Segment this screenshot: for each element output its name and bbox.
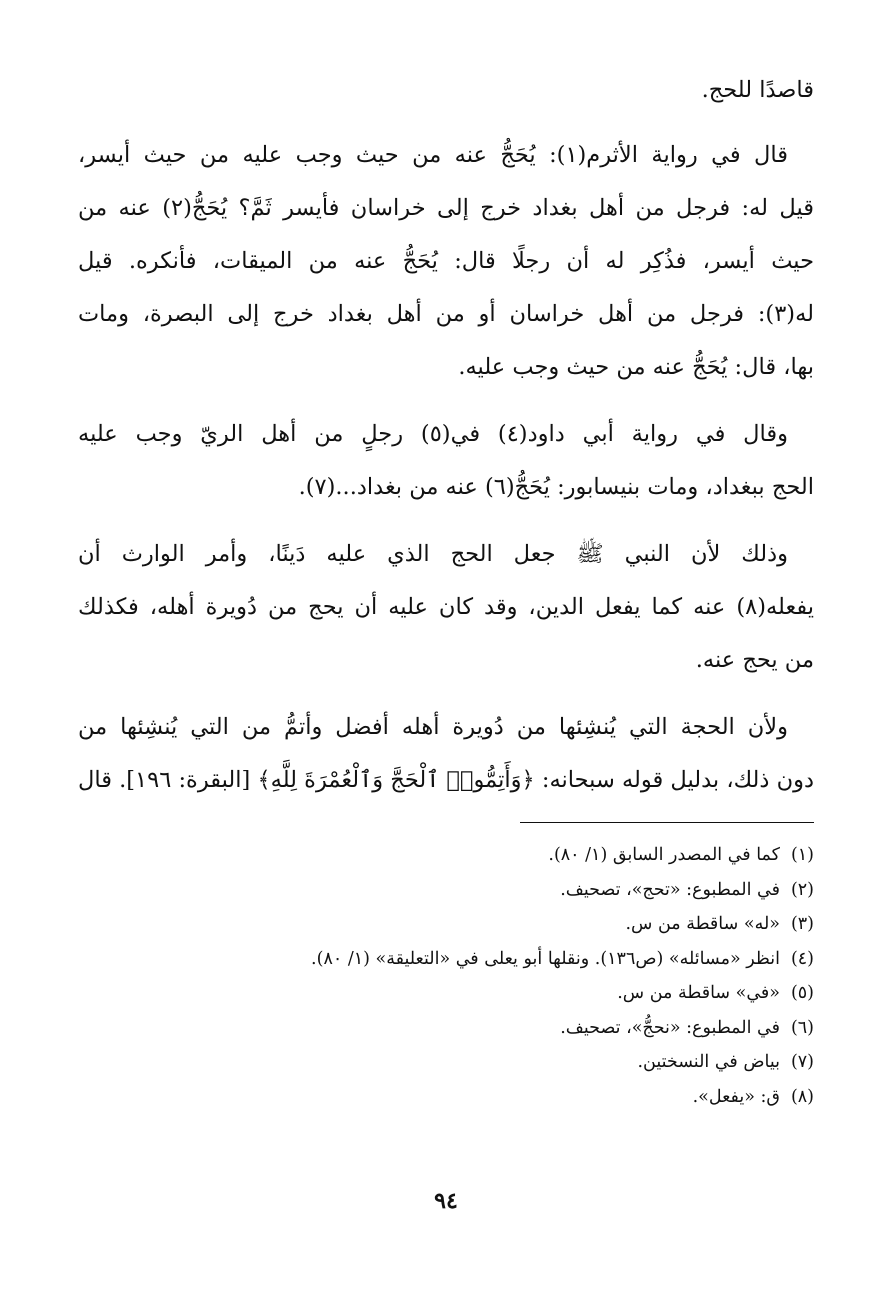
paragraph-3 — [78, 408, 814, 514]
text-line: قاصدًا للحج. — [701, 77, 814, 103]
text-line: ولأن الحجة التي يُنشِئها من دُويرة أهله أفضل وأتمُّ من التي يُنشِئها من — [78, 714, 788, 740]
text-line: قيل له: فرجل من أهل بغداد خرج إلى خراسان فأيسر ثَمَّ؟ يُحَجُّ(٢) عنه من — [78, 195, 814, 221]
footnote-item — [78, 907, 814, 942]
footnote-text: في المطبوع: «تحج»، تصحيف. — [560, 879, 780, 900]
footnote-text: بياض في النسختين. — [637, 1052, 780, 1072]
text-line: دون ذلك، بدليل قوله سبحانه: ﴿وَأَتِمُّوا۟ ٱلْحَجَّ وَٱلْعُمْرَةَ لِلَّهِ﴾ [البقرة: ١٩٦]. قال — [78, 767, 814, 793]
footnote-number: (٦) — [790, 1017, 814, 1038]
text-line: قال في رواية الأثرم(١): يُحَجُّ عنه من حيث وجب عليه من حيث أيسر، — [78, 142, 789, 168]
text-line: حيث أيسر، فذُكِر له أن رجلًا قال: يُحَجُّ عنه من الميقات، فأنكره. قيل — [78, 248, 814, 274]
footnote-item — [78, 1080, 814, 1115]
paragraph-2 — [78, 129, 814, 394]
page-body — [78, 64, 814, 821]
text-line: وذلك لأن النبي ﷺ جعل الحج الذي عليه دَينًا، وأمر الوارث أن — [78, 541, 788, 567]
text-line: وقال في رواية أبي داود(٤) في(٥) رجلٍ من أهل الريّ وجب عليه — [78, 421, 788, 447]
paragraph-1 — [78, 64, 814, 117]
footnote-text: انظر «مسائله» (ص١٣٦). ونقلها أبو يعلى في «التعليقة» (١/ ٨٠). — [311, 948, 780, 969]
footnote-number: (٥) — [790, 983, 814, 1003]
footnote-item — [78, 976, 814, 1011]
footnote-item — [78, 942, 814, 977]
text-line: من يحج عنه. — [695, 647, 814, 673]
footnote-divider — [520, 822, 814, 823]
paragraph-5 — [78, 701, 814, 807]
footnote-number: (٢) — [790, 879, 814, 900]
footnote-item — [78, 873, 814, 908]
page-number: ٩٤ — [434, 1188, 458, 1214]
footnote-item — [78, 1045, 814, 1080]
footnote-number: (٨) — [790, 1086, 814, 1107]
text-line: الحج ببغداد، ومات بنيسابور: يُحَجُّ(٦) عنه من بغداد...(٧). — [298, 474, 814, 500]
footnote-text: في المطبوع: «نحجُّ»، تصحيف. — [560, 1017, 780, 1038]
footnote-number: (٤) — [790, 948, 814, 969]
footnote-text: ق: «يفعل». — [692, 1086, 780, 1107]
footnote-text: «في» ساقطة من س. — [617, 983, 780, 1003]
footnote-text: كما في المصدر السابق (١/ ٨٠). — [548, 845, 780, 865]
footnote-number: (٣) — [790, 914, 814, 934]
footnote-text: «له» ساقطة من س. — [625, 914, 780, 934]
paragraph-4 — [78, 528, 814, 687]
footnotes-list — [78, 838, 814, 1114]
footnote-item — [78, 1011, 814, 1046]
text-line: بها، قال: يُحَجُّ عنه من حيث وجب عليه. — [458, 354, 814, 380]
footnote-item — [78, 838, 814, 873]
footnote-number: (١) — [790, 845, 814, 865]
text-line: له(٣): فرجل من أهل خراسان أو من أهل بغداد خرج إلى البصرة، ومات — [78, 301, 814, 327]
text-line: يفعله(٨) عنه كما يفعل الدين، وقد كان عليه أن يحج من دُويرة أهله، فكذلك — [78, 594, 814, 620]
footnote-number: (٧) — [790, 1052, 814, 1072]
